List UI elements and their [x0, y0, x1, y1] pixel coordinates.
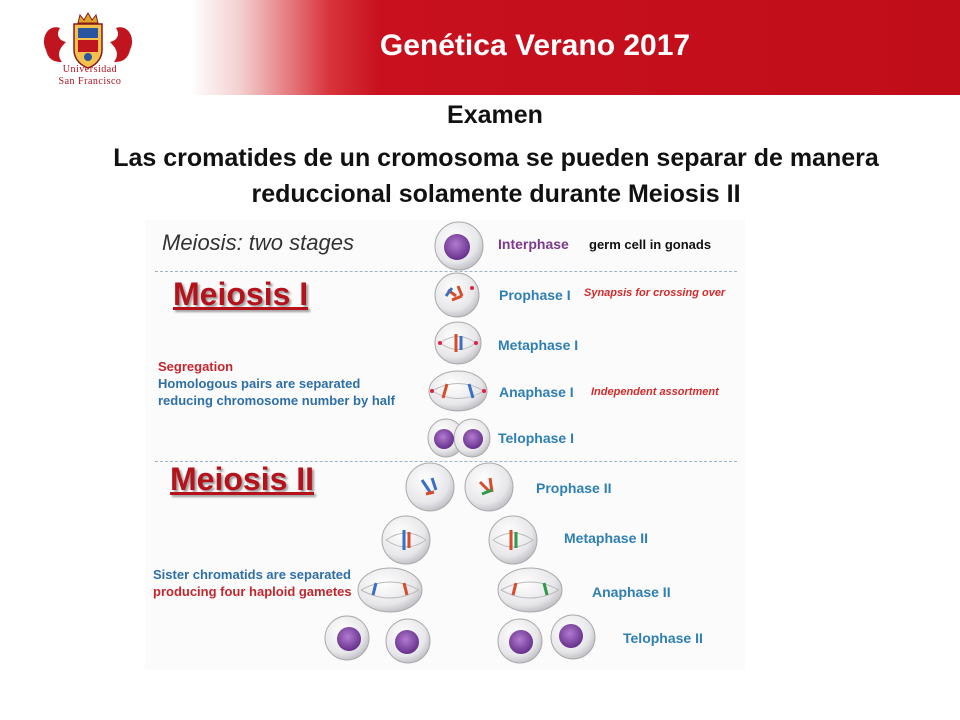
interphase-label: Interphase [498, 236, 569, 252]
prophase-2-cell [465, 463, 513, 511]
anaphase-1-cell [429, 371, 487, 411]
metaphase-2-label: Metaphase II [564, 530, 649, 546]
sister-line2: producing four haploid gametes [153, 584, 352, 599]
anaphase-2-label: Anaphase II [592, 584, 671, 600]
prophase-2-label: Prophase II [536, 480, 612, 496]
prophase-1-cell [435, 273, 479, 317]
meiosis-1-heading: Meiosis I [173, 276, 309, 312]
telophase-2-label: Telophase II [623, 630, 703, 646]
sister-line1: Sister chromatids are separated [153, 567, 351, 582]
telophase-2-cell [325, 616, 369, 660]
metaphase-1-label: Metaphase I [498, 337, 579, 353]
prophase-2-cell [406, 463, 454, 511]
anaphase-1-note: Independent assortment [591, 386, 719, 398]
logo-text-line2: San Francisco [58, 76, 122, 87]
metaphase-2-cell [489, 516, 537, 564]
telophase-1-cell [428, 419, 490, 457]
slide-title: Genética Verano 2017 [379, 29, 691, 62]
segregation-line1: Homologous pairs are separated [158, 376, 361, 391]
telophase-1-label: Telophase I [498, 430, 574, 446]
segregation-line2: reducing chromosome number by half [158, 393, 395, 408]
metaphase-2-cell [382, 516, 430, 564]
telophase-2-cell [551, 615, 595, 659]
anaphase-2-cell [358, 568, 422, 612]
telophase-2-cell [498, 619, 542, 663]
question-text: Las cromatides de un cromosoma se pueden separar de manera reduccional solamente durante Meiosis II [113, 144, 879, 208]
anaphase-2-cell [498, 568, 562, 612]
interphase-cell [435, 222, 483, 270]
metaphase-1-cell [435, 322, 481, 364]
prophase-1-note: Synapsis for crossing over [584, 287, 726, 299]
telophase-2-cell [386, 619, 430, 663]
meiosis-2-heading: Meiosis II [170, 461, 315, 497]
figure-title: Meiosis: two stages [162, 230, 354, 255]
anaphase-1-label: Anaphase I [499, 384, 574, 400]
logo-text-line1: Universidad [62, 64, 118, 75]
segregation-title: Segregation [158, 359, 234, 374]
prophase-1-label: Prophase I [499, 287, 571, 303]
interphase-note: germ cell in gonads [589, 237, 712, 252]
question-label: Examen [447, 101, 543, 129]
